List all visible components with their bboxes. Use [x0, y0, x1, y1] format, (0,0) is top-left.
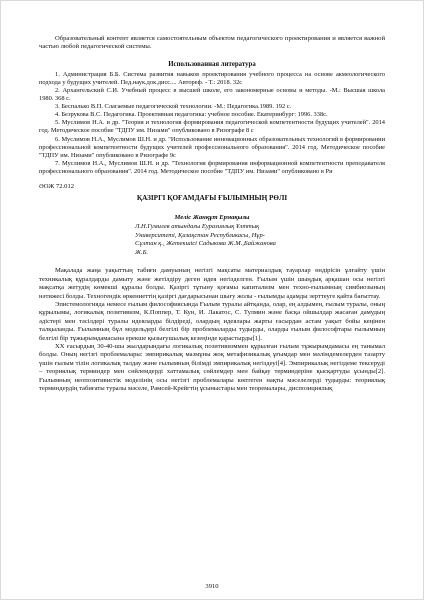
reference-item: 6. Муслимов Н.А., Муслимов Ш.Н. и др. "Использование инновационных образовательных технологий в формировании профессиональной компетентности будущих учителей профессионального образования". 2014 год. Методическое пособие "ТДПУ им. Низами" опубликовано в Ризографе 9с: [39, 135, 385, 159]
udc-code: ӘОЖ 72.012: [39, 183, 75, 191]
body-paragraph: Мақалада жаңа уақыттың табиғи дамуының негізгі мақсаты материалдық тауарлар өндірісін ұлғайту үшін техникалық құралдарды дамыту және жетілдіру деген идея негізделген. Ғылым үшін шыңдық арқашан осы негізгі мақсатқа жетудің көмекші құралы болды. Қазіргі тұтыну қоғамы капитализм мен техно-ғылымның симбиозының нәтижесі болды. Техногендік өркениеттің қазіргі дағдарысынан шығу жолы - ғылымды адамды зерттеуге қайта бағыттау.: [39, 267, 385, 300]
reference-item: 7. Муслимов Н.А., Муслимов Ш.Н. и др. "Технология формирования информационной компетентности преподавателя профессионального образования". 2014 год. Методическое пособие "ТДПУ им. Низами" опубликовано в Ри: [39, 159, 385, 175]
page-number: 3910: [205, 583, 219, 590]
reference-item: 2. Архангельский С.И. Учебный процесс в высшей школе, его закономерные основы и методы. -М.: Высшая школа 1980. 368 с.: [39, 87, 385, 103]
author-affiliation: Л.Н.Гумилев атындағы Еуразиялық Ұлттық Университеті, Қазақстан Республикасы, Нұр-Сұлтан қ., Жетекшісі Садыкова Ж.М.,Байжанова Ж.Б.: [135, 223, 276, 256]
page-content: [39, 35, 385, 394]
body-paragraph: XX ғасырдың 30-40-шы жылдарындағы логикалық позитивизммен құрылған ғылым тұжырымдамасы ең танымал болды. Оның негізгі проблемалары: эмпирикалық мазмұны жоқ метафизикалық ұғымдар мен мәлімдемелерден тазарту үшін ғылым тілін логикалық талдау және ғылымның білімді эмпирикалық негіздеуі[4]. Эмпирикалық негіздеме тексеруді – теориялық терминдер мен сөйлемдерді хаттамалық сөйлемдер мен байқау терминдеріне қысқартуды ұсынды[2]. Ғылымның неопозитивистік моделінің осы негізгі проблемалары көптеген нақты мәселелерді тудырды: теориялық терминдердің табиғаты туралы мәселе, Рамсей-Крейгтің ұсыныстары мен теоремалары, диспозициялық: [39, 343, 385, 393]
references-heading: Использованная литература: [168, 60, 256, 68]
references-list: [39, 71, 385, 176]
reference-item: 3. Беспалько В.П. Слагаемые педагогической технологии. -М.: Педагогика.1989. 192 с.: [55, 103, 292, 111]
reference-item: 5. Муслимов Н.А. и др. "Теория и технология формирования педагогической компетентности будущих учителей". 2014 год. Методическое пособие "ТДПУ им. Низами" опубликовано в Ризографе 8 с: [39, 119, 385, 135]
article-title: ҚАЗІРГІ ҚОҒАМДАҒЫ ҒЫЛЫМНЫҢ РӨЛІ: [136, 194, 288, 203]
author-name: Меліс Жанқұт Ермақызы: [174, 214, 250, 222]
body-paragraph: Эпистемологияда немесе ғылым философиясында Ғылым туралы айтқанда, олар, ең алдымен, ғылым туралы, оның құрылымы, логикалық позитивизм, К.Поппер, Т. Кун, И. Лакатос, С. Тулмин және басқа ойшылдар жасаған дамудың әдістері мен тәсілдері туралы идеяларды білдіреді, олардың идеялары жарты ғасырдан астам уақыт бойы кеңінен талқыланды. Ғылымның бұл модельдері белгілі бір проблемаларды тудырды, оларды ғылым философтары ғылымның белгілі бір тұжырымдамасына ерекше қызығушылық кезеңінде қарастырды[1].: [39, 301, 385, 342]
reference-item: 1. Администрация Б.Б. Система развития навыков проектирования учебного процесса на основе акмеологического подхода у будущих учителей. Пед.наук.док.дисс.... Автореф. - Т.: 2018. 32с: [39, 70, 385, 86]
intro-paragraph: Образовательный контент является самостоятельным объектом педагогического проектирования и является важной частью любой педагогической системы.: [39, 35, 385, 51]
reference-item: 4. Безрукова В.С. Педагогика. Проективная педагогика: учебное пособие. Екатеринбург: 1996. 338с.: [55, 111, 328, 119]
